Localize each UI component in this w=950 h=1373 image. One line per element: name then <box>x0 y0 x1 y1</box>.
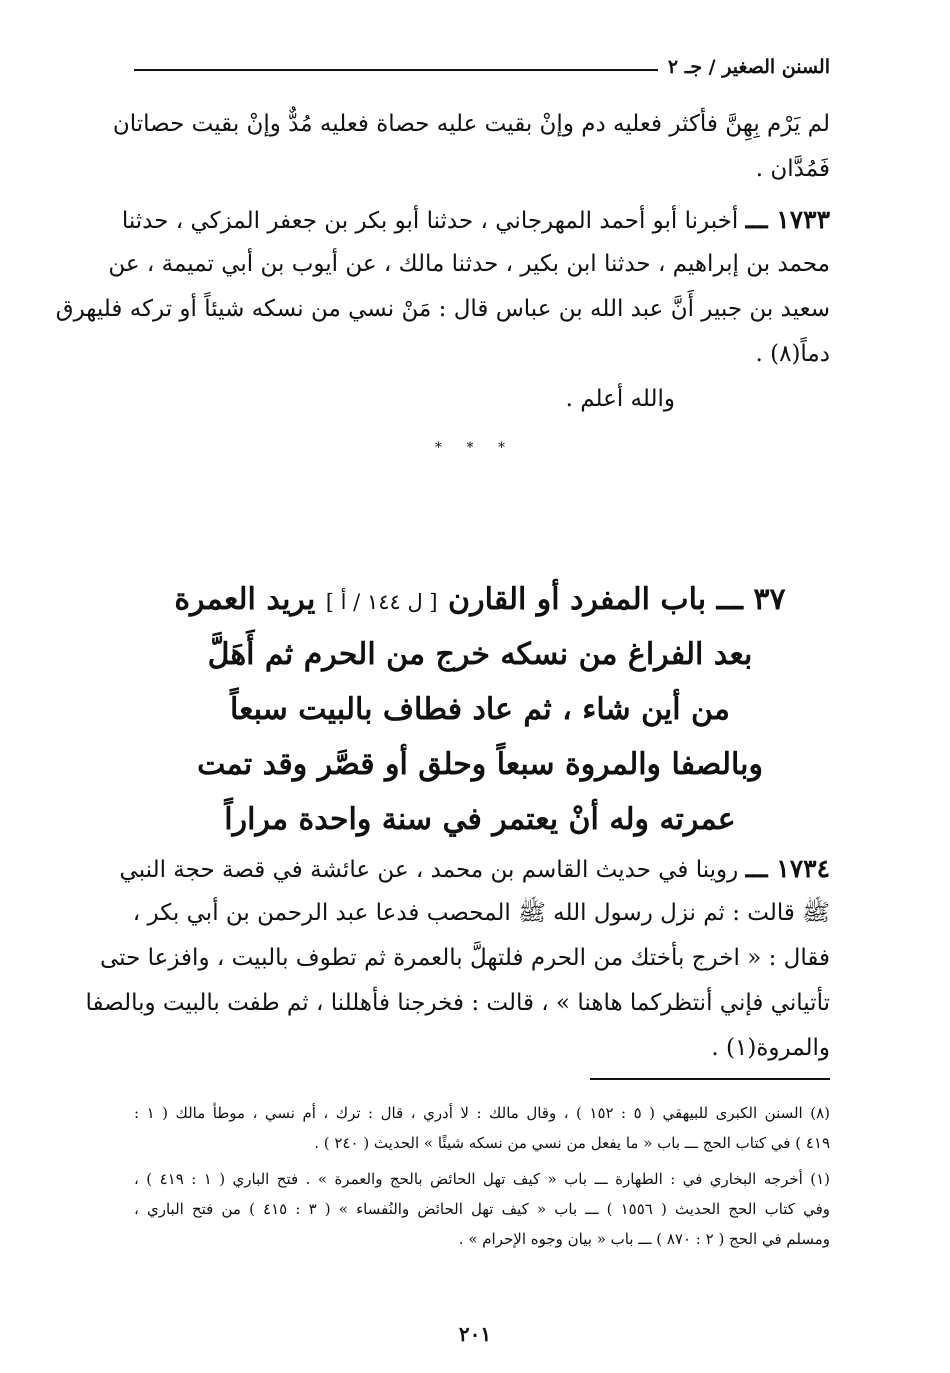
footnotes <box>134 1098 830 1254</box>
section-separator: * * * <box>435 440 515 456</box>
text-line: سعيد بن جبير أَنَّ عبد الله بن عباس قال : مَنْ نسي من نسكه شيئاً أو تركه فليهرق <box>55 296 830 322</box>
text-line <box>121 197 830 242</box>
text-line-content: أخبرنا أبو أحمد المهرجاني ، حدثنا أبو بكر بن جعفر المزكي ، حدثنا <box>121 208 739 234</box>
footnote-rule <box>590 1078 830 1080</box>
manuscript-ref: [ ل ١٤٤ / أ ] <box>325 590 438 614</box>
hadith-number: ١٧٣٤ ـــ <box>745 854 830 883</box>
heading-line-end: يريد العمرة <box>174 582 316 617</box>
heading-line: وبالصفا والمروة سبعاً وحلق أو قصَّر وقد تمت <box>197 747 763 782</box>
heading-line-start: ٣٧ ـــ باب المفرد أو القارن <box>448 582 786 617</box>
text-line: فقال : « اخرج بأختك من الحرم فلتهلَّ بالعمرة ثم تطوف بالبيت ، وافزعا حتى <box>100 945 830 971</box>
footnote-8 <box>134 1098 830 1158</box>
footnote-line: ٤١٩ ) في كتاب الحج ـــ باب « ما يفعل من نسي من نسكه شيئًا » الحديث ( ٢٤٠ ) . <box>314 1134 830 1152</box>
heading-line: عمرته وله أنْ يعتمر في سنة واحدة مراراً <box>224 802 736 837</box>
closing-phrase: والله أعلم . <box>565 386 675 412</box>
heading-line: بعد الفراغ من نسكه خرج من الحرم ثم أَهَلَّ <box>207 637 753 672</box>
page-number: ٢٠١ <box>458 1322 492 1346</box>
running-header <box>134 52 830 82</box>
chapter-heading <box>160 572 800 847</box>
footnote-line: (١) أخرجه البخاري في : الطهارة ـــ باب « كيف تهل الحائض بالحج والعمرة » . فتح الباري ( ١ : ٤١٩ ) ، <box>134 1170 831 1188</box>
header-title: السنن الصغير / جـ ٢ <box>667 56 830 78</box>
text-line: لم يَرْم بِهِنَّ فأكثر فعليه دم وإنْ بقيت عليه حصاة فعليه مُدٌّ وإنْ بقيت حصاتان <box>112 111 830 137</box>
text-line <box>119 846 830 891</box>
text-line: دماً(٨) . <box>755 341 830 367</box>
header-rule <box>134 69 658 71</box>
hadith-1733 <box>55 197 830 422</box>
heading-line: من أين شاء ، ثم عاد فطاف بالبيت سبعاً <box>230 692 730 727</box>
text-line: فَمُدَّان . <box>755 156 830 182</box>
footnote-line: (٨) السنن الكبرى للبيهقي ( ٥ : ١٥٢ ) ، وقال مالك : لا أدري ، قال : ترك ، أم نسي ، موطأ مالك ( ١ : <box>134 1104 830 1122</box>
footnote-line: ومسلم في الحج ( ٢ : ٨٧٠ ) ـــ باب « بيان وجوه الإحرام » . <box>458 1230 830 1248</box>
footnote-1 <box>134 1164 830 1254</box>
hadith-1734 <box>85 846 830 1071</box>
heading-line <box>160 572 800 627</box>
footnote-line: وفي كتاب الحج الحديث ( ١٥٥٦ ) ـــ باب « كيف تهل الحائض والنُفساء » ( ٣ : ٤١٥ ) من فتح الباري ، <box>134 1200 830 1218</box>
paragraph-continuation <box>112 102 830 192</box>
text-line: ﷺ قالت : ثم نزل رسول الله ﷺ المحصب فدعا عبد الرحمن بن أبي بكر ، <box>132 900 830 926</box>
hadith-number: ١٧٣٣ ـــ <box>745 205 830 234</box>
text-line: محمد بن إبراهيم ، حدثنا ابن بكير ، حدثنا مالك ، عن أيوب بن أبي تميمة ، عن <box>108 251 830 277</box>
text-line: والمروة(١) . <box>711 1035 830 1061</box>
text-line-content: روينا في حديث القاسم بن محمد ، عن عائشة في قصة حجة النبي <box>119 857 739 883</box>
text-line: تأتياني فإني أنتظركما هاهنا » ، قالت : فخرجنا فأهللنا ، ثم طفت بالبيت وبالصفا <box>85 990 830 1016</box>
